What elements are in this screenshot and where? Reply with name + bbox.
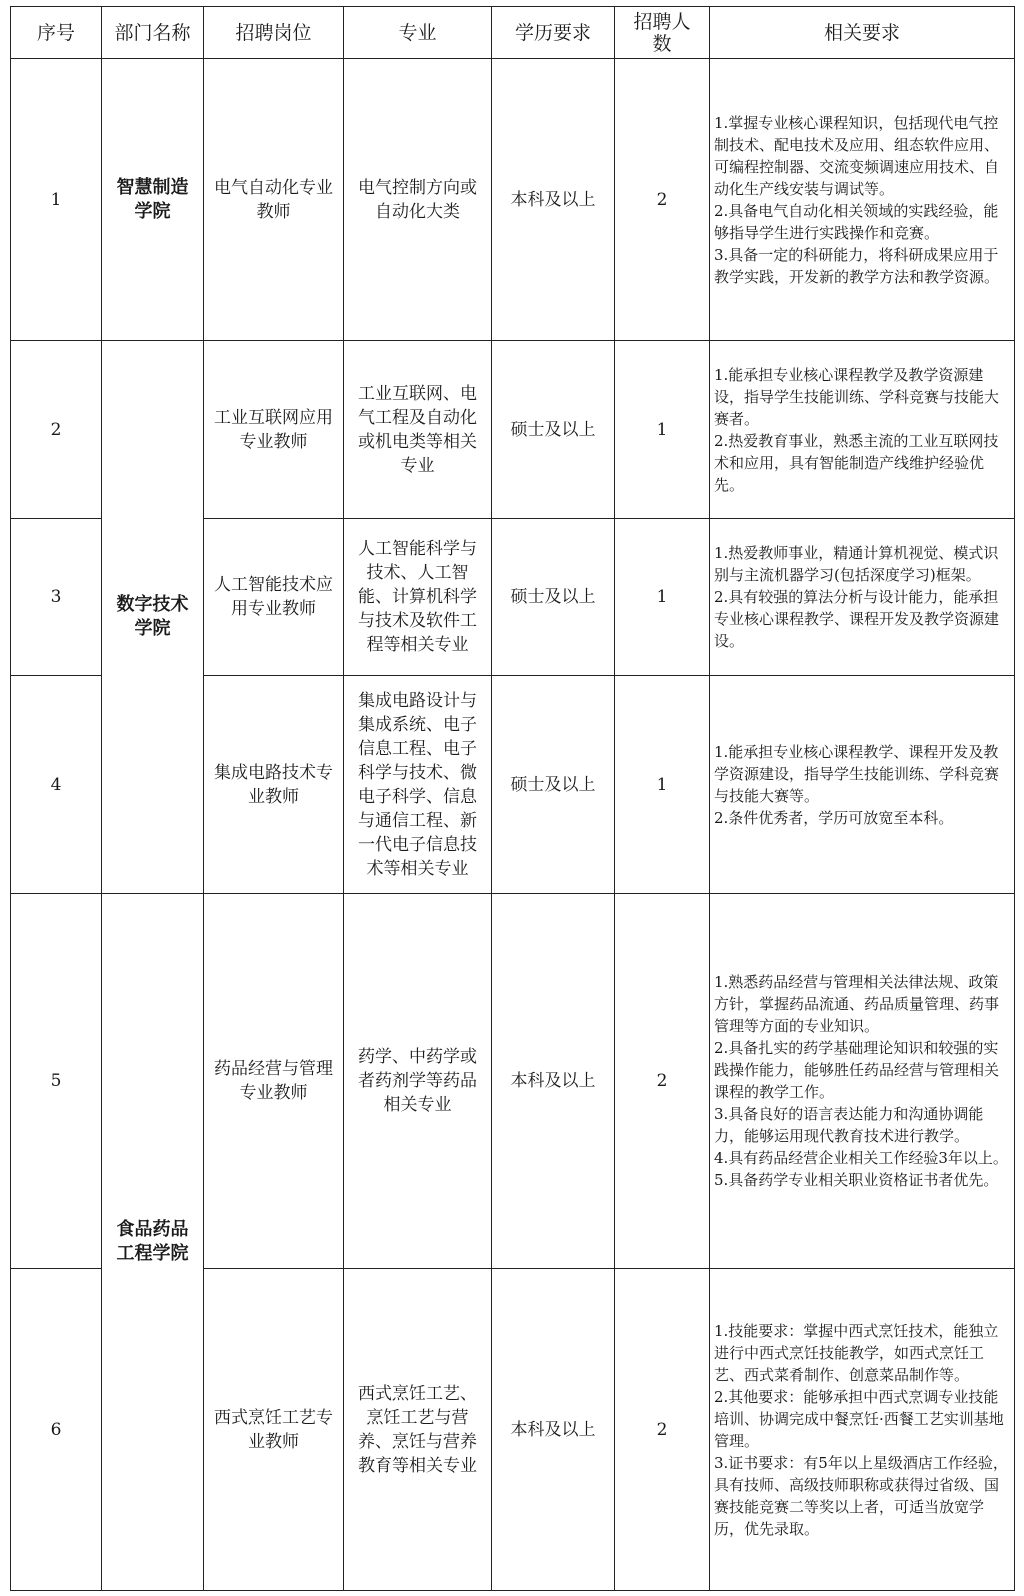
header-requirements: 相关要求 [710,7,1015,59]
header-count: 招聘人数 [615,7,710,59]
requirement-item: 1.熟悉药品经营与管理相关法律法规、政策方针，掌握药品流通、药品质量管理、药事管理等方面的专业知识。 [714,973,1000,1035]
cell-requirements [710,59,1015,341]
cell-major: 西式烹饪工艺、烹饪工艺与营养、烹饪与营养教育等相关专业 [344,1269,492,1591]
cell-position: 集成电路技术专业教师 [204,676,344,894]
cell-position: 电气自动化专业教师 [204,59,344,341]
cell-seq: 4 [11,676,102,894]
cell-position: 西式烹饪工艺专业教师 [204,1269,344,1591]
cell-count: 1 [615,519,710,676]
cell-dept: 数字技术学院 [102,341,204,894]
cell-seq: 6 [11,1269,102,1591]
requirement-item: 1.热爱教师事业，精通计算机视觉、模式识别与主流机器学习(包括深度学习)框架。 [714,544,999,584]
cell-education: 本科及以上 [492,59,615,341]
cell-count: 1 [615,341,710,519]
cell-seq: 5 [11,894,102,1269]
cell-requirements [710,894,1015,1269]
requirement-item: 3.具备良好的语言表达能力和沟通协调能力，能够运用现代教育技术进行教学。 [714,1105,984,1145]
cell-seq: 1 [11,59,102,341]
cell-major: 人工智能科学与技术、人工智能、计算机科学与技术及软件工程等相关专业 [344,519,492,676]
requirement-item: 2.热爱教育事业，熟悉主流的工业互联网技术和应用，具有智能制造产线维护经验优先。 [714,431,999,494]
cell-major: 工业互联网、电气工程及自动化或机电类等相关专业 [344,341,492,519]
requirement-item: 1.掌握专业核心课程知识，包括现代电气控制技术、配电技术及应用、组态软件应用、可编程控制器、交流变频调速应用技术、自动化生产线安装与调试等。 [714,113,1000,198]
cell-count: 2 [615,59,710,341]
recruitment-table [10,6,1015,1591]
cell-count: 2 [615,1269,710,1591]
cell-education: 本科及以上 [492,1269,615,1591]
requirement-item: 3.具备一定的科研能力，将科研成果应用于教学实践，开发新的教学方法和教学资源。 [714,245,1000,286]
requirement-item: 3.证书要求：有5年以上星级酒店工作经验，具有技师、高级技师职称或获得过省级、国赛技能竞赛二等奖以上者，可适当放宽学历，优先录取。 [714,1453,1008,1538]
requirement-item: 1.能承担专业核心课程教学、课程开发及教学资源建设，指导学生技能训练、学科竞赛与技能大赛等。 [714,742,1000,805]
cell-requirements [710,1269,1015,1591]
cell-major: 电气控制方向或自动化大类 [344,59,492,341]
cell-seq: 2 [11,341,102,519]
table-row [11,59,1015,341]
table-row [11,894,1015,1269]
requirement-item: 4.具有药品经营企业相关工作经验3年以上。 [714,1149,1008,1167]
requirement-item: 2.条件优秀者，学历可放宽至本科。 [714,808,954,827]
header-row [11,7,1015,59]
header-major: 专业 [344,7,492,59]
requirement-item: 2.其他要求：能够承担中西式烹调专业技能培训、协调完成中餐烹饪·西餐工艺实训基地管理。 [714,1387,1004,1450]
requirement-item: 2.具备扎实的药学基础理论知识和较强的实践操作能力，能够胜任药品经营与管理相关课程的教学工作。 [714,1039,1000,1101]
cell-position: 药品经营与管理专业教师 [204,894,344,1269]
requirement-item: 2.具有较强的算法分析与设计能力，能承担专业核心课程教学、课程开发及教学资源建设。 [714,588,1000,650]
cell-education: 硕士及以上 [492,676,615,894]
cell-requirements [710,341,1015,519]
cell-requirements [710,676,1015,894]
cell-education: 硕士及以上 [492,519,615,676]
header-position: 招聘岗位 [204,7,344,59]
cell-position: 人工智能技术应用专业教师 [204,519,344,676]
cell-education: 本科及以上 [492,894,615,1269]
cell-dept: 食品药品工程学院 [102,894,204,1591]
cell-major: 集成电路设计与集成系统、电子信息工程、电子科学与技术、微电子科学、信息与通信工程、新一代电子信息技术等相关专业 [344,676,492,894]
requirement-item: 2.具备电气自动化相关领域的实践经验，能够指导学生进行实践操作和竞赛。 [714,201,999,242]
requirement-item: 1.技能要求：掌握中西式烹饪技术，能独立进行中西式烹饪技能教学，如西式烹饪工艺、西式菜肴制作、创意菜品制作等。 [714,1321,999,1384]
table-row [11,341,1015,519]
requirement-item: 1.能承担专业核心课程教学及教学资源建设，指导学生技能训练、学科竞赛与技能大赛者。 [714,365,1000,428]
cell-count: 1 [615,676,710,894]
header-seq: 序号 [11,7,102,59]
cell-major: 药学、中药学或者药剂学等药品相关专业 [344,894,492,1269]
cell-requirements [710,519,1015,676]
cell-count: 2 [615,894,710,1269]
cell-dept: 智慧制造学院 [102,59,204,341]
header-dept: 部门名称 [102,7,204,59]
header-education: 学历要求 [492,7,615,59]
requirement-item: 5.具备药学专业相关职业资格证书者优先。 [714,1171,999,1189]
cell-position: 工业互联网应用专业教师 [204,341,344,519]
cell-seq: 3 [11,519,102,676]
cell-education: 硕士及以上 [492,341,615,519]
